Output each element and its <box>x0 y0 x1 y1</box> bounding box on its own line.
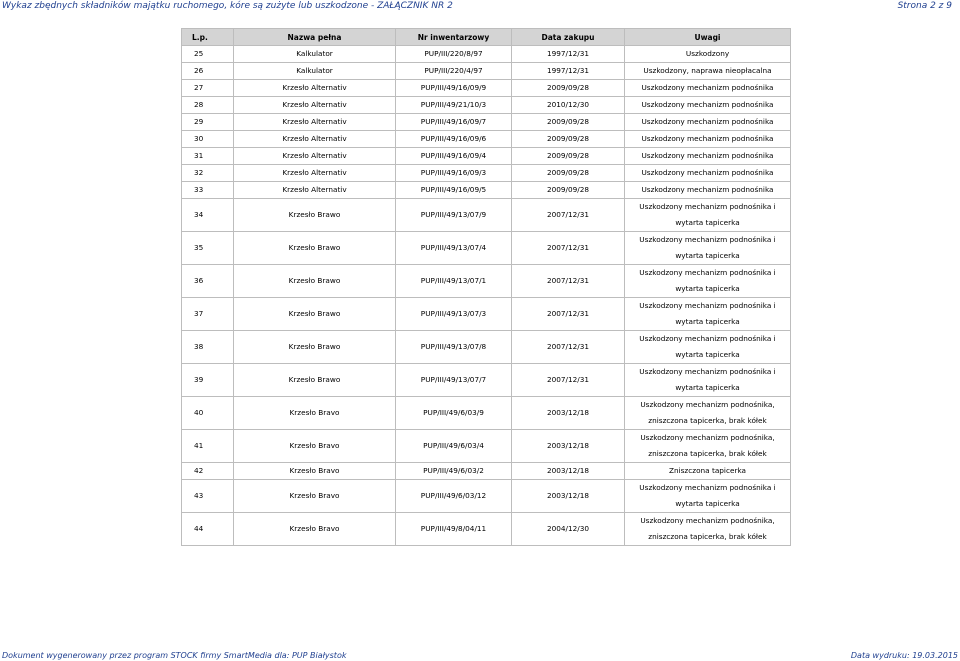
notes-line-1: Uszkodzony mechanizm podnośnika, <box>640 516 775 525</box>
cell-notes: Uszkodzony, naprawa nieopłacalna <box>625 63 791 80</box>
cell-notes: Uszkodzony mechanizm podnośnika <box>625 114 791 131</box>
table-row <box>182 199 791 232</box>
cell-purchase-date: 2007/12/31 <box>512 232 625 265</box>
cell-lp: 38 <box>182 331 234 364</box>
cell-purchase-date: 2009/09/28 <box>512 182 625 199</box>
column-header-name: Nazwa pełna <box>234 29 396 46</box>
cell-lp: 29 <box>182 114 234 131</box>
cell-inventory-number: PUP/III/49/13/07/9 <box>396 199 512 232</box>
notes-line-1: Uszkodzony mechanizm podnośnika, <box>640 400 775 409</box>
cell-inventory-number: PUP/III/49/8/04/11 <box>396 513 512 546</box>
cell-lp: 41 <box>182 430 234 463</box>
notes-line-2: zniszczona tapicerka, brak kółek <box>648 532 767 541</box>
cell-lp: 39 <box>182 364 234 397</box>
table-row <box>182 364 791 397</box>
cell-purchase-date: 2007/12/31 <box>512 331 625 364</box>
cell-name: Krzesło Brawo <box>234 298 396 331</box>
cell-lp: 37 <box>182 298 234 331</box>
cell-name: Kalkulator <box>234 63 396 80</box>
cell-inventory-number: PUP/III/49/21/10/3 <box>396 97 512 114</box>
cell-purchase-date: 2009/09/28 <box>512 165 625 182</box>
cell-inventory-number: PUP/III/49/16/09/6 <box>396 131 512 148</box>
notes-line-1: Uszkodzony mechanizm podnośnika i <box>639 367 776 376</box>
notes-line-2: wytarta tapicerka <box>675 499 740 508</box>
cell-purchase-date: 1997/12/31 <box>512 46 625 63</box>
cell-inventory-number: PUP/III/49/13/07/3 <box>396 298 512 331</box>
cell-lp: 34 <box>182 199 234 232</box>
cell-notes: Uszkodzony mechanizm podnośnika <box>625 148 791 165</box>
cell-notes: Uszkodzony <box>625 46 791 63</box>
footer-generator-note: Dokument wygenerowany przez program STOCK firmy SmartMedia dla: PUP Białystok <box>2 651 347 660</box>
notes-line-2: zniszczona tapicerka, brak kółek <box>648 449 767 458</box>
table-row <box>182 298 791 331</box>
cell-lp: 25 <box>182 46 234 63</box>
cell-name: Krzesło Alternativ <box>234 165 396 182</box>
cell-lp: 27 <box>182 80 234 97</box>
column-header-notes: Uwagi <box>625 29 791 46</box>
cell-purchase-date: 2010/12/30 <box>512 97 625 114</box>
cell-name: Krzesło Bravo <box>234 513 396 546</box>
cell-lp: 30 <box>182 131 234 148</box>
cell-inventory-number: PUP/III/49/6/03/4 <box>396 430 512 463</box>
cell-purchase-date: 2003/12/18 <box>512 480 625 513</box>
cell-notes: Uszkodzony mechanizm podnośnika <box>625 80 791 97</box>
notes-line-1: Uszkodzony mechanizm podnośnika i <box>639 268 776 277</box>
cell-purchase-date: 2009/09/28 <box>512 114 625 131</box>
cell-inventory-number: PUP/III/49/16/09/9 <box>396 80 512 97</box>
notes-line-2: wytarta tapicerka <box>675 317 740 326</box>
cell-notes: Uszkodzony mechanizm podnośnika <box>625 165 791 182</box>
cell-name: Krzesło Brawo <box>234 364 396 397</box>
cell-name: Krzesło Alternativ <box>234 131 396 148</box>
table-row <box>182 513 791 546</box>
cell-purchase-date: 2009/09/28 <box>512 148 625 165</box>
table-row <box>182 165 791 182</box>
cell-notes <box>625 298 791 331</box>
cell-notes <box>625 232 791 265</box>
cell-name: Krzesło Alternativ <box>234 114 396 131</box>
cell-name: Krzesło Alternativ <box>234 182 396 199</box>
cell-purchase-date: 2007/12/31 <box>512 265 625 298</box>
cell-notes <box>625 430 791 463</box>
cell-name: Krzesło Brawo <box>234 265 396 298</box>
cell-name: Krzesło Alternativ <box>234 80 396 97</box>
cell-lp: 35 <box>182 232 234 265</box>
notes-line-1: Uszkodzony mechanizm podnośnika i <box>639 483 776 492</box>
table-row <box>182 131 791 148</box>
cell-purchase-date: 2009/09/28 <box>512 80 625 97</box>
cell-lp: 42 <box>182 463 234 480</box>
cell-name: Krzesło Bravo <box>234 397 396 430</box>
notes-line-2: zniszczona tapicerka, brak kółek <box>648 416 767 425</box>
cell-lp: 28 <box>182 97 234 114</box>
table-row <box>182 114 791 131</box>
cell-inventory-number: PUP/III/49/6/03/12 <box>396 480 512 513</box>
cell-purchase-date: 2003/12/18 <box>512 430 625 463</box>
table-header-row <box>182 29 791 46</box>
notes-line-1: Uszkodzony mechanizm podnośnika i <box>639 301 776 310</box>
cell-purchase-date: 2007/12/31 <box>512 364 625 397</box>
table-row <box>182 148 791 165</box>
cell-notes <box>625 513 791 546</box>
table-row <box>182 463 791 480</box>
cell-name: Krzesło Brawo <box>234 199 396 232</box>
cell-name: Krzesło Bravo <box>234 480 396 513</box>
cell-purchase-date: 2003/12/18 <box>512 463 625 480</box>
cell-purchase-date: 2004/12/30 <box>512 513 625 546</box>
cell-name: Krzesło Alternativ <box>234 148 396 165</box>
cell-notes <box>625 265 791 298</box>
notes-line-2: wytarta tapicerka <box>675 218 740 227</box>
cell-lp: 43 <box>182 480 234 513</box>
document-title: Wykaz zbędnych składników majątku ruchomego, kóre są zużyte lub uszkodzone - ZAŁĄCZNIK NR 2 <box>2 1 453 11</box>
column-header-inventory-number: Nr inwentarzowy <box>396 29 512 46</box>
notes-line-2: wytarta tapicerka <box>675 284 740 293</box>
cell-lp: 31 <box>182 148 234 165</box>
cell-inventory-number: PUP/III/49/13/07/4 <box>396 232 512 265</box>
cell-purchase-date: 1997/12/31 <box>512 63 625 80</box>
cell-inventory-number: PUP/III/220/4/97 <box>396 63 512 80</box>
cell-purchase-date: 2009/09/28 <box>512 131 625 148</box>
table-row <box>182 63 791 80</box>
table-row <box>182 182 791 199</box>
cell-name: Krzesło Alternativ <box>234 97 396 114</box>
cell-lp: 26 <box>182 63 234 80</box>
cell-notes <box>625 397 791 430</box>
table-row <box>182 480 791 513</box>
cell-notes <box>625 364 791 397</box>
cell-lp: 40 <box>182 397 234 430</box>
cell-lp: 32 <box>182 165 234 182</box>
cell-name: Kalkulator <box>234 46 396 63</box>
table-row <box>182 397 791 430</box>
cell-inventory-number: PUP/III/49/13/07/1 <box>396 265 512 298</box>
cell-inventory-number: PUP/III/49/16/09/3 <box>396 165 512 182</box>
column-header-purchase-date: Data zakupu <box>512 29 625 46</box>
cell-purchase-date: 2007/12/31 <box>512 199 625 232</box>
cell-inventory-number: PUP/III/49/6/03/9 <box>396 397 512 430</box>
footer-print-date: Data wydruku: 19.03.2015 <box>850 651 958 660</box>
cell-notes <box>625 331 791 364</box>
notes-line-1: Uszkodzony mechanizm podnośnika i <box>639 235 776 244</box>
cell-inventory-number: PUP/III/49/13/07/8 <box>396 331 512 364</box>
column-header-lp: L.p. <box>182 29 234 46</box>
notes-line-2: wytarta tapicerka <box>675 350 740 359</box>
cell-name: Krzesło Brawo <box>234 232 396 265</box>
cell-inventory-number: PUP/III/220/8/97 <box>396 46 512 63</box>
cell-inventory-number: PUP/III/49/13/07/7 <box>396 364 512 397</box>
cell-inventory-number: PUP/III/49/16/09/7 <box>396 114 512 131</box>
cell-name: Krzesło Brawo <box>234 331 396 364</box>
page-number: Strona 2 z 9 <box>897 1 952 11</box>
notes-line-1: Uszkodzony mechanizm podnośnika i <box>639 334 776 343</box>
notes-line-1: Uszkodzony mechanizm podnośnika i <box>639 202 776 211</box>
cell-notes: Zniszczona tapicerka <box>625 463 791 480</box>
table-row <box>182 265 791 298</box>
cell-notes: Uszkodzony mechanizm podnośnika <box>625 97 791 114</box>
table-row <box>182 46 791 63</box>
cell-notes: Uszkodzony mechanizm podnośnika <box>625 131 791 148</box>
cell-name: Krzesło Bravo <box>234 430 396 463</box>
notes-line-2: wytarta tapicerka <box>675 251 740 260</box>
cell-inventory-number: PUP/III/49/6/03/2 <box>396 463 512 480</box>
cell-inventory-number: PUP/III/49/16/09/4 <box>396 148 512 165</box>
cell-notes: Uszkodzony mechanizm podnośnika <box>625 182 791 199</box>
table-row <box>182 80 791 97</box>
cell-inventory-number: PUP/III/49/16/09/5 <box>396 182 512 199</box>
table-row <box>182 97 791 114</box>
table-row <box>182 430 791 463</box>
cell-notes <box>625 199 791 232</box>
notes-line-1: Uszkodzony mechanizm podnośnika, <box>640 433 775 442</box>
notes-line-2: wytarta tapicerka <box>675 383 740 392</box>
cell-lp: 44 <box>182 513 234 546</box>
cell-notes <box>625 480 791 513</box>
table-row <box>182 232 791 265</box>
table-row <box>182 331 791 364</box>
cell-purchase-date: 2003/12/18 <box>512 397 625 430</box>
inventory-table <box>181 28 791 546</box>
cell-purchase-date: 2007/12/31 <box>512 298 625 331</box>
cell-lp: 33 <box>182 182 234 199</box>
cell-name: Krzesło Bravo <box>234 463 396 480</box>
cell-lp: 36 <box>182 265 234 298</box>
